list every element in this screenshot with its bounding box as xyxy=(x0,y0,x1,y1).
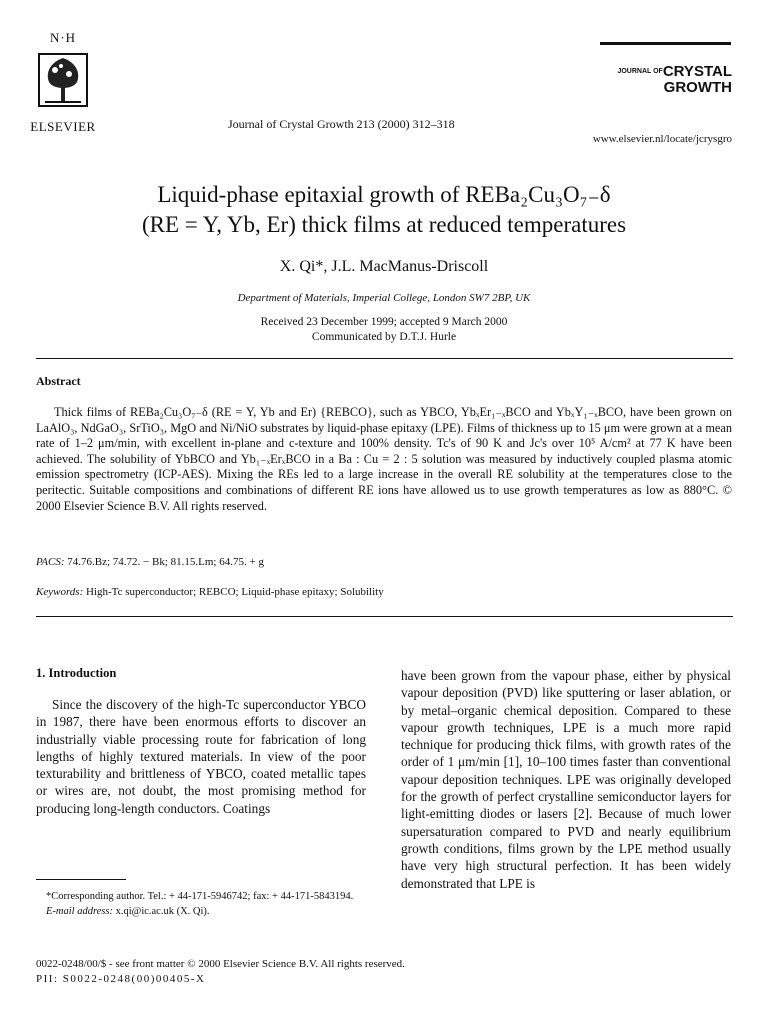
email-line xyxy=(36,904,366,919)
publisher-logo xyxy=(18,30,108,135)
title-line-2: (RE = Y, Yb, Er) thick films at reduced temperatures xyxy=(141,212,627,237)
title-line-1: Liquid-phase epitaxial growth of REBa₂Cu₃O₇₋δ xyxy=(157,182,611,207)
keywords-line xyxy=(36,586,384,598)
article-title xyxy=(0,180,768,240)
keywords-value: High-Tc superconductor; REBCO; Liquid-phase epitaxy; Solubility xyxy=(86,586,384,598)
corresponding-author: *Corresponding author. Tel.: + 44-171-5946742; fax: + 44-171-5843194. xyxy=(46,891,354,902)
journal-logo-word1: CRYSTAL xyxy=(662,63,732,81)
email-label: E-mail address: xyxy=(46,906,113,917)
abstract-top-rule xyxy=(36,358,733,359)
communicated-by: Communicated by D.T.J. Hurle xyxy=(311,331,457,343)
footnote xyxy=(36,889,366,919)
abstract-text: Thick films of REBa₂Cu₃O₇₋δ (RE = Y, Yb and Er) {REBCO}, such as YBCO, YbₓEr₁₋ₓBCO and YbₓY₁₋ₓBCO, have been grown on LaAlO₃, NdGaO₃, SrTiO₃, MgO and Ni/NiO substrates by liquid-phase epitaxy (LPE). Films of thickness up to 15 μm were grown at a mean rate of 1–2 μm/min, with excellent in-plane and c-texture and 100% density. Tc's of 90 K and Jc's over 10⁵ A/cm² at 77 K have been achieved. The solubility of YbBCO and Yb₁₋ₓErₓBCO in a Ba : Cu = 2 : 5 solution was measured by inductively coupled plasma atomic emission spectrometry (ICP-AES). Mixing the REs led to a large increase in the overall RE solubility at the temperatures close to the peritectic. Suitable compositions and combinations of different RE ions have allowed us to use growth temperatures as low as 880°C. © 2000 Elsevier Science B.V. All rights reserved. xyxy=(36,405,732,513)
pacs-value: 74.76.Bz; 74.72. − Bk; 81.15.Lm; 64.75. + g xyxy=(67,556,264,568)
received-dates: Received 23 December 1999; accepted 9 March 2000 xyxy=(260,316,508,328)
received-info xyxy=(0,315,768,345)
issn-line: 0022-0248/00/$ - see front matter © 2000 Elsevier Science B.V. All rights reserved. xyxy=(36,958,405,970)
authors: X. Qi*, J.L. MacManus-Driscoll xyxy=(279,258,489,275)
journal-logo-rule xyxy=(600,42,731,45)
journal-logo-prefix: JOURNAL OF xyxy=(617,68,663,75)
body-left-column: Since the discovery of the high-Tc superconductor YBCO in 1987, there have been enormous efforts to discover an industrially viable processing route for fabrication of long lengths of highly textured materials. In view of the poor texturability and brittleness of YBCO, coated metallic tapes or wires are, not doubt, the most promising method for producing long-length conductors. Coatings xyxy=(36,697,366,816)
bottom-meta xyxy=(36,957,405,987)
pacs-line xyxy=(36,556,264,568)
abstract-bottom-rule xyxy=(36,616,733,617)
abstract-heading: Abstract xyxy=(36,374,81,388)
affiliation: Department of Materials, Imperial College, London SW7 2BP, UK xyxy=(237,292,531,304)
pii-line: PII: S0022-0248(00)00405-X xyxy=(36,973,206,985)
pacs-label: PACS: xyxy=(36,556,65,568)
publisher-mark: N·H xyxy=(49,30,77,45)
journal-citation: Journal of Crystal Growth 213 (2000) 312–318 xyxy=(228,117,455,131)
footnote-rule xyxy=(36,879,126,880)
body-right-column: have been grown from the vapour phase, either by physical vapour deposition (PVD) like sputtering or laser ablation, or by metal–organic chemical deposition. Compared to these vapour growth techniques, LPE is a much more rapid technique for producing thick films, with growth rates of the order of 1 μm/min [1], 10–100 times faster than conventional vapour deposition techniques. LPE was originally developed for the growth of perfect crystalline semiconductor layers for light-emitting diodes or lasers [2]. Because of much lower supersaturation compared to PVD and nearly equilibrium growth conditions, films grown by the LPE method usually have very high structural perfection. It has been widely demonstrated that LPE is xyxy=(401,668,731,891)
section-heading: 1. Introduction xyxy=(36,666,117,680)
journal-logo xyxy=(598,64,732,96)
email-address[interactable]: x.qi@ic.ac.uk (X. Qi). xyxy=(112,906,210,917)
journal-url[interactable]: www.elsevier.nl/locate/jcrysgro xyxy=(592,133,732,145)
publisher-name: ELSEVIER xyxy=(30,119,96,134)
elsevier-tree-icon xyxy=(31,48,95,112)
journal-logo-word2: GROWTH xyxy=(663,79,732,97)
keywords-label: Keywords: xyxy=(36,586,84,598)
